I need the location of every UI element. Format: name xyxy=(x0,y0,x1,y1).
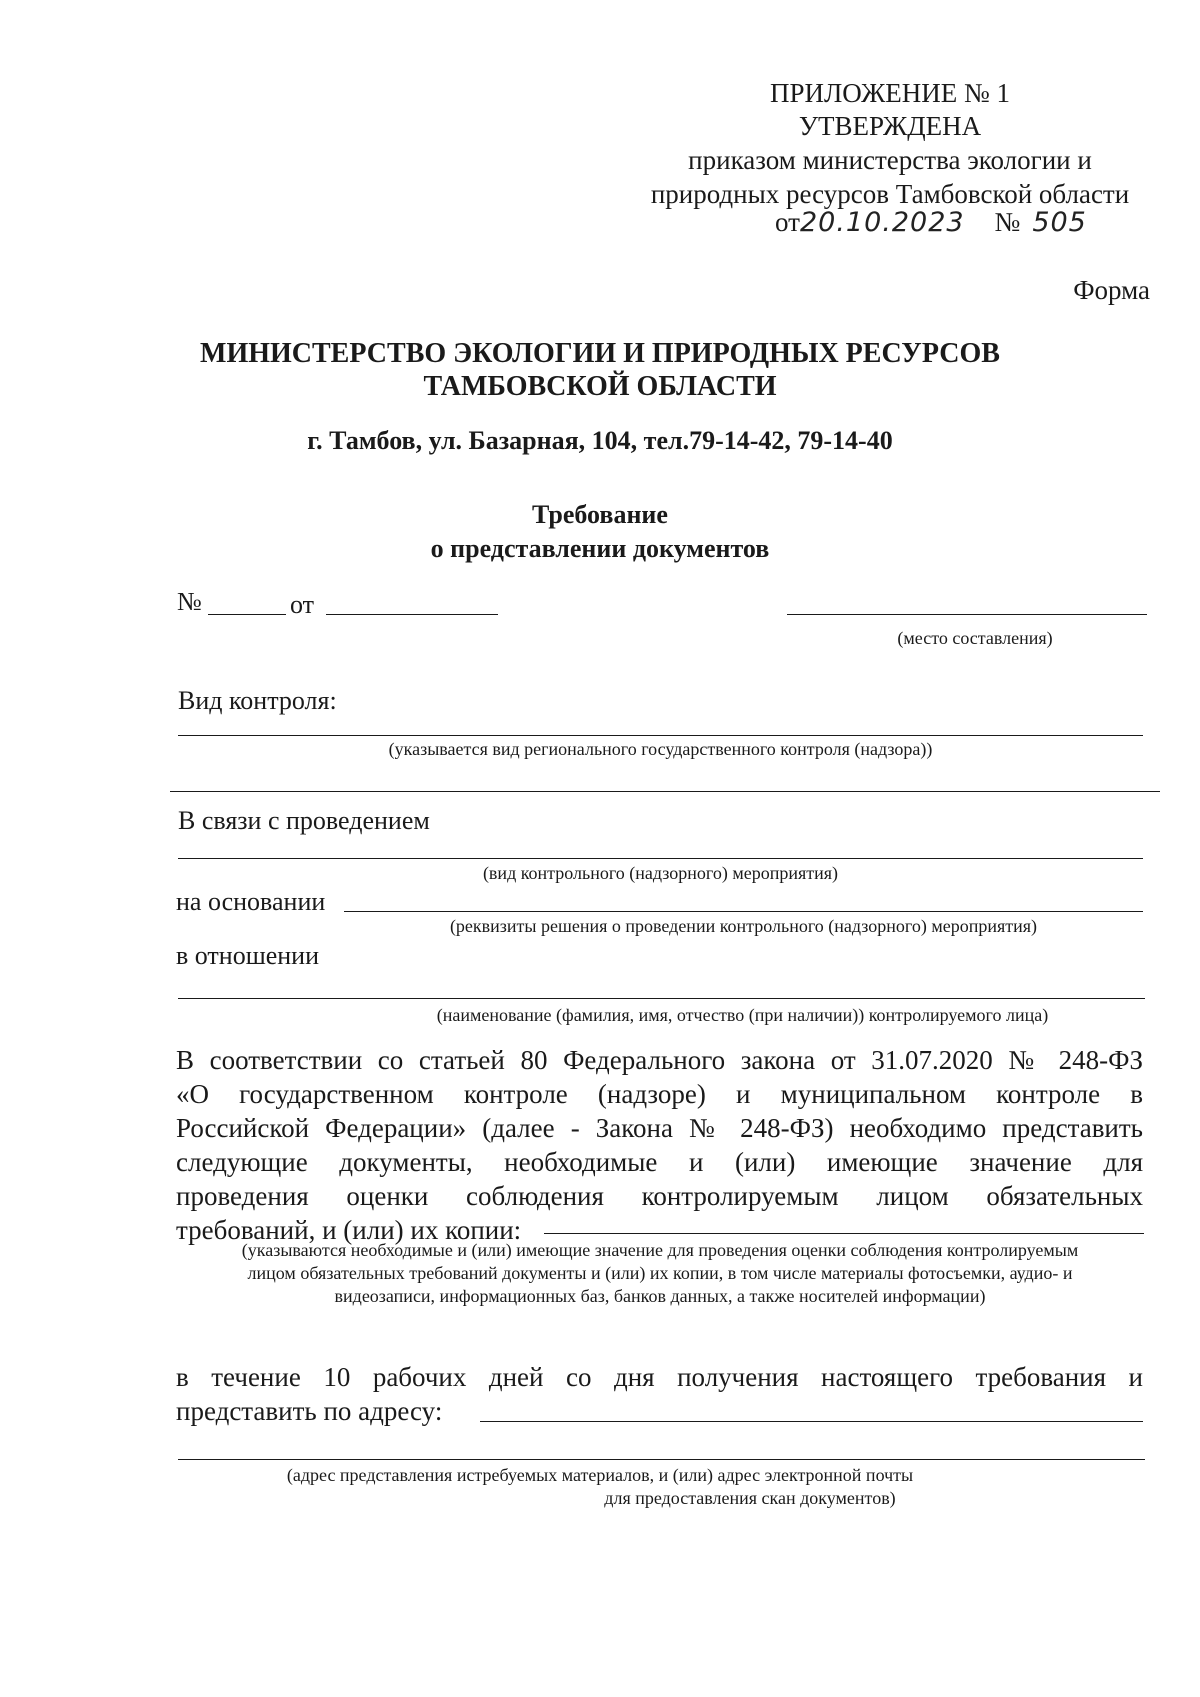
control-type-caption: (указывается вид регионального государственного контроля (надзора)) xyxy=(388,739,933,759)
number-prefix: № xyxy=(994,207,1021,237)
paragraph-line: В соответствии со статьей 80 Федерального закона от 31.07.2020 № 248-ФЗ xyxy=(176,1045,1143,1075)
document-subtitle: о представлении документов xyxy=(430,534,770,563)
documents-caption-1: (указываются необходимые и (или) имеющие значение для проведения оценки соблюдения контролируемым xyxy=(241,1240,1079,1260)
appendix-label: ПРИЛОЖЕНИЕ № 1 xyxy=(769,78,1011,108)
date-label: от xyxy=(290,590,315,619)
paragraph-line: требований, и (или) их копии: xyxy=(176,1215,522,1245)
deadline-line-1: в течение 10 рабочих дней со дня получения настоящего требования и xyxy=(176,1362,1143,1392)
document-title: Требование xyxy=(532,500,668,529)
subject-label: в отношении xyxy=(176,941,320,970)
basis-label: на основании xyxy=(176,887,326,916)
control-type-label: Вид контроля: xyxy=(178,686,337,715)
org-name-line-2: ТАМБОВСКОЙ ОБЛАСТИ xyxy=(423,371,777,402)
place-field-line xyxy=(787,614,1147,615)
place-caption: (место составления) xyxy=(897,628,1053,648)
paragraph-line: следующие документы, необходимые и (или) имеющие значение для xyxy=(176,1147,1143,1177)
org-address: г. Тамбов, ул. Базарная, 104, тел.79-14-42, 79-14-40 xyxy=(307,426,893,455)
paragraph-line: Российской Федерации» (далее - Закона № 248-ФЗ) необходимо представить xyxy=(176,1113,1143,1143)
address-caption-2: для предоставления скан документов) xyxy=(604,1488,896,1508)
basis-line xyxy=(344,911,1143,912)
approved-label: УТВЕРЖДЕНА xyxy=(798,111,982,141)
event-caption: (вид контрольного (надзорного) мероприятия) xyxy=(482,863,839,883)
deadline-line-2: представить по адресу: xyxy=(176,1396,443,1426)
org-name-line-1: МИНИСТЕРСТВО ЭКОЛОГИИ И ПРИРОДНЫХ РЕСУРСОВ xyxy=(200,338,1000,369)
order-line-2: природных ресурсов Тамбовской области xyxy=(650,179,1130,209)
order-date-line xyxy=(775,207,1087,238)
handwritten-date: 20.10.2023 xyxy=(799,207,965,238)
handwritten-number: 505 xyxy=(1032,207,1087,238)
main-paragraph xyxy=(176,1043,1143,1247)
separator-line xyxy=(170,791,1160,792)
form-label: Форма xyxy=(1073,275,1150,305)
paragraph-line: «О государственном контроле (надзоре) и муниципальном контроле в xyxy=(176,1079,1143,1109)
number-field-line xyxy=(208,614,286,615)
control-type-line xyxy=(178,735,1143,736)
documents-caption-2: лицом обязательных требований документы и (или) их копии, в том числе материалы фотосъемки, аудио- и xyxy=(247,1263,1073,1283)
basis-caption: (реквизиты решения о проведении контрольного (надзорного) мероприятия) xyxy=(449,916,1038,936)
number-label: № xyxy=(177,587,202,616)
subject-line xyxy=(178,998,1145,999)
address-caption-1: (адрес представления истребуемых материалов, и (или) адрес электронной почты xyxy=(286,1465,914,1485)
deadline-paragraph xyxy=(176,1360,1143,1428)
documents-caption-3: видеозаписи, информационных баз, банков данных, а также носителей информации) xyxy=(334,1286,986,1306)
documents-field-line xyxy=(544,1233,1144,1234)
paragraph-line: проведения оценки соблюдения контролируемым лицом обязательных xyxy=(176,1181,1143,1211)
address-line-2 xyxy=(178,1459,1145,1460)
event-label: В связи с проведением xyxy=(178,806,430,835)
order-line-1: приказом министерства экологии и xyxy=(688,145,1092,175)
address-field-line xyxy=(480,1421,1143,1422)
date-field-line xyxy=(326,614,498,615)
date-prefix: от xyxy=(775,207,800,237)
subject-caption: (наименование (фамилия, имя, отчество (при наличии)) контролируемого лица) xyxy=(436,1005,1049,1025)
event-line xyxy=(178,858,1143,859)
